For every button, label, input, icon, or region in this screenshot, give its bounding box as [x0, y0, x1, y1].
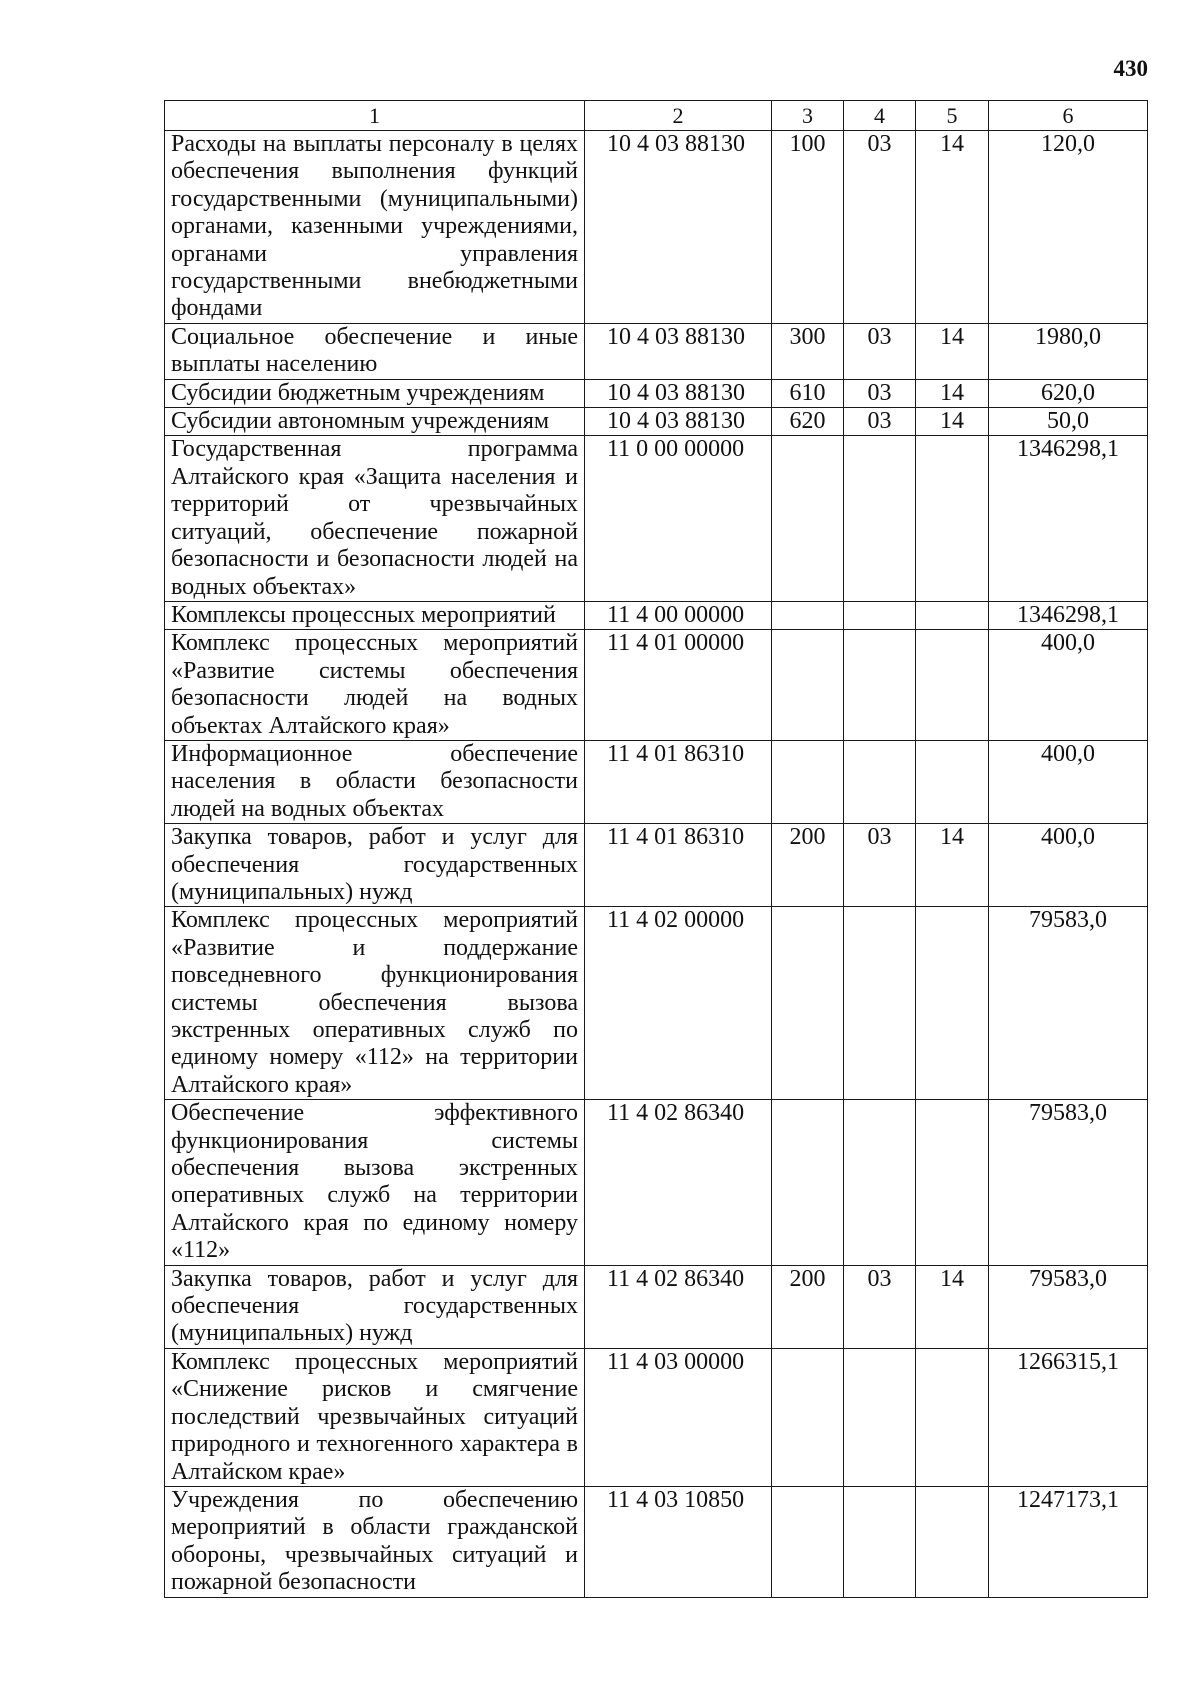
row-name: Комплекс процессных мероприятий «Развитие и поддержание повседневного функционирования системы обеспечения вызова экстренных оперативных служб по единому номеру «112» на территории Алтайского края»	[165, 907, 585, 1100]
header-col-1: 1	[165, 101, 585, 131]
row-rz	[844, 601, 916, 629]
row-pr: 14	[916, 379, 989, 407]
row-sum: 400,0	[989, 740, 1148, 823]
row-vr	[772, 601, 844, 629]
row-vr	[772, 740, 844, 823]
row-code: 11 4 00 00000	[585, 601, 772, 629]
row-code: 11 4 01 00000	[585, 630, 772, 741]
row-sum: 79583,0	[989, 907, 1148, 1100]
row-code: 10 4 03 88130	[585, 323, 772, 379]
row-rz: 03	[844, 131, 916, 324]
row-name: Субсидии автономным учреждениям	[165, 408, 585, 436]
row-pr	[916, 907, 989, 1100]
row-rz	[844, 436, 916, 601]
table-body	[165, 131, 1148, 1598]
row-vr	[772, 630, 844, 741]
row-sum: 620,0	[989, 379, 1148, 407]
row-rz: 03	[844, 1265, 916, 1348]
page-number: 430	[1113, 56, 1148, 81]
row-code: 10 4 03 88130	[585, 408, 772, 436]
row-pr: 14	[916, 1265, 989, 1348]
row-pr: 14	[916, 323, 989, 379]
row-pr	[916, 1100, 989, 1265]
table-row	[165, 323, 1148, 379]
row-code: 10 4 03 88130	[585, 379, 772, 407]
row-name: Обеспечение эффективного функционирования системы обеспечения вызова экстренных оперативных служб на территории Алтайского края по единому номеру «112»	[165, 1100, 585, 1265]
table-row	[165, 436, 1148, 601]
table-row	[165, 630, 1148, 741]
row-name: Закупка товаров, работ и услуг для обеспечения государственных (муниципальных) нужд	[165, 824, 585, 907]
table-row	[165, 601, 1148, 629]
row-code: 11 4 03 00000	[585, 1348, 772, 1486]
row-rz: 03	[844, 323, 916, 379]
row-vr: 620	[772, 408, 844, 436]
row-rz: 03	[844, 824, 916, 907]
row-vr: 300	[772, 323, 844, 379]
row-vr: 610	[772, 379, 844, 407]
row-name: Государственная программа Алтайского края «Защита населения и территорий от чрезвычайных ситуаций, обеспечение пожарной безопасности и безопасности людей на водных объектах»	[165, 436, 585, 601]
header-col-6: 6	[989, 101, 1148, 131]
table-row	[165, 408, 1148, 436]
row-sum: 400,0	[989, 630, 1148, 741]
table-row	[165, 1348, 1148, 1486]
row-pr	[916, 740, 989, 823]
row-name: Информационное обеспечение населения в области безопасности людей на водных объектах	[165, 740, 585, 823]
row-vr	[772, 1100, 844, 1265]
row-code: 11 4 01 86310	[585, 824, 772, 907]
row-pr	[916, 1486, 989, 1597]
row-sum: 79583,0	[989, 1100, 1148, 1265]
row-code: 11 4 03 10850	[585, 1486, 772, 1597]
header-col-4: 4	[844, 101, 916, 131]
header-col-2: 2	[585, 101, 772, 131]
row-pr	[916, 436, 989, 601]
row-sum: 120,0	[989, 131, 1148, 324]
table-header	[165, 101, 1148, 131]
row-sum: 1266315,1	[989, 1348, 1148, 1486]
row-sum: 79583,0	[989, 1265, 1148, 1348]
row-sum: 400,0	[989, 824, 1148, 907]
table-row	[165, 1265, 1148, 1348]
row-pr: 14	[916, 131, 989, 324]
row-rz	[844, 1486, 916, 1597]
row-name: Комплекс процессных мероприятий «Развитие системы обеспечения безопасности людей на водных объектах Алтайского края»	[165, 630, 585, 741]
row-rz	[844, 740, 916, 823]
row-vr: 100	[772, 131, 844, 324]
table-row	[165, 1486, 1148, 1597]
row-vr	[772, 1348, 844, 1486]
row-code: 11 4 02 00000	[585, 907, 772, 1100]
row-name: Учреждения по обеспечению мероприятий в области гражданской обороны, чрезвычайных ситуаций и пожарной безопасности	[165, 1486, 585, 1597]
row-sum: 50,0	[989, 408, 1148, 436]
row-sum: 1247173,1	[989, 1486, 1148, 1597]
row-pr: 14	[916, 824, 989, 907]
row-name: Комплекс процессных мероприятий «Снижение рисков и смягчение последствий чрезвычайных ситуаций природного и техногенного характера в Алтайском крае»	[165, 1348, 585, 1486]
row-rz	[844, 907, 916, 1100]
table-row	[165, 1100, 1148, 1265]
row-sum: 1346298,1	[989, 436, 1148, 601]
row-rz: 03	[844, 408, 916, 436]
row-vr	[772, 1486, 844, 1597]
row-sum: 1980,0	[989, 323, 1148, 379]
header-col-5: 5	[916, 101, 989, 131]
row-name: Социальное обеспечение и иные выплаты населению	[165, 323, 585, 379]
row-code: 10 4 03 88130	[585, 131, 772, 324]
table-row	[165, 907, 1148, 1100]
row-code: 11 4 01 86310	[585, 740, 772, 823]
row-rz	[844, 1100, 916, 1265]
row-vr	[772, 907, 844, 1100]
row-rz	[844, 630, 916, 741]
header-col-3: 3	[772, 101, 844, 131]
table-row	[165, 740, 1148, 823]
row-pr: 14	[916, 408, 989, 436]
row-pr	[916, 630, 989, 741]
row-rz	[844, 1348, 916, 1486]
row-vr: 200	[772, 1265, 844, 1348]
table-row	[165, 379, 1148, 407]
row-pr	[916, 601, 989, 629]
header-row	[165, 101, 1148, 131]
row-name: Субсидии бюджетным учреждениям	[165, 379, 585, 407]
row-pr	[916, 1348, 989, 1486]
row-name: Комплексы процессных мероприятий	[165, 601, 585, 629]
row-name: Расходы на выплаты персоналу в целях обеспечения выполнения функций государственными (муниципальными) органами, казенными учреждениями, органами управления государственными внебюджетными фондами	[165, 131, 585, 324]
table-row	[165, 824, 1148, 907]
table-row	[165, 131, 1148, 324]
budget-table	[164, 100, 1148, 1598]
row-name: Закупка товаров, работ и услуг для обеспечения государственных (муниципальных) нужд	[165, 1265, 585, 1348]
row-code: 11 0 00 00000	[585, 436, 772, 601]
row-code: 11 4 02 86340	[585, 1265, 772, 1348]
row-sum: 1346298,1	[989, 601, 1148, 629]
row-vr: 200	[772, 824, 844, 907]
row-code: 11 4 02 86340	[585, 1100, 772, 1265]
row-rz: 03	[844, 379, 916, 407]
row-vr	[772, 436, 844, 601]
